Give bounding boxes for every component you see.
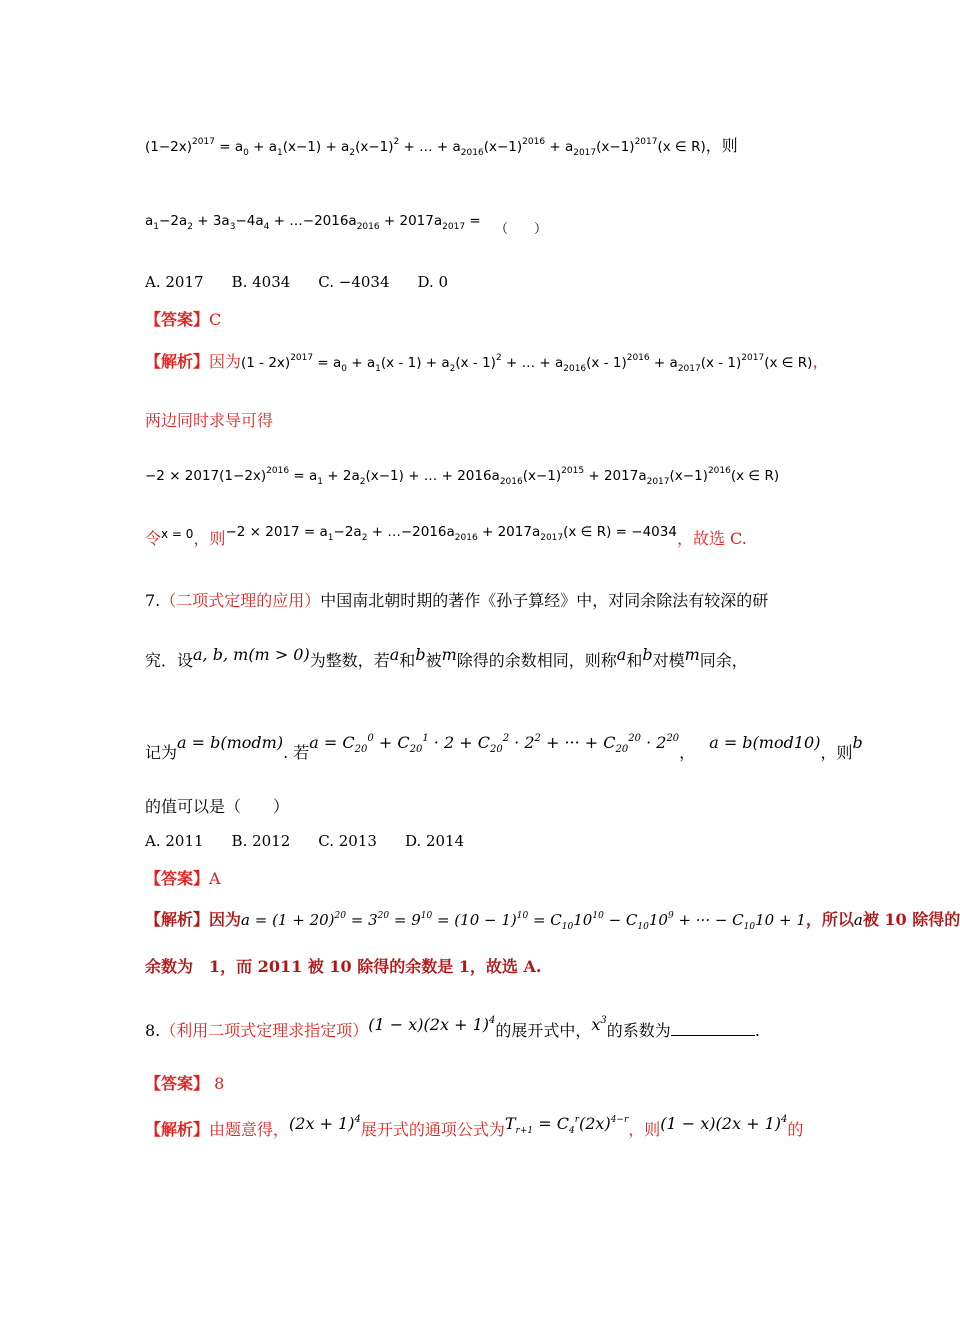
- option: B. 4034: [231, 273, 291, 291]
- q6-derivative-line: $-2 \times 2017(1-2x)^{2016} = a_1 + 2a_2(x-1)$ + … + $2016a_{2016}(x-1)^{2015} + 2017a_{2017}(x-1)^{2016}(x$ ∈ R): [145, 466, 780, 487]
- answer-blank: [671, 1023, 755, 1036]
- q7-options: [145, 831, 492, 850]
- option: A. 2017: [145, 273, 204, 291]
- option: C. −4034: [318, 273, 390, 291]
- q8-explanation: 【解析】由题意得，$(2x + 1)^4$展开式的通项公式为$T_{r+1} = C_4^r(2x)^{4-r}$，则$(1 - x)(2x + 1)^4$的: [145, 1114, 804, 1139]
- q6-sum-line: $a_1-2a_2 + 3a_3-4a_4$ + $\dots-2016a_{2016} + 2017a_{2017}$ = （ ）: [145, 213, 547, 237]
- option: A. 2011: [145, 832, 204, 850]
- q7-stem-line1: 7.（二项式定理的应用）中国南北朝时期的著作《孙子算经》中，对同余除法有较深的研: [145, 591, 769, 610]
- q7-answer: 【答案】A: [145, 869, 221, 888]
- q6-expansion-line: $(1-2x)^{2017} = a_0 + a_1(x-1) + a_2(x-1)^2$ + … + $a_{2016}(x-1)^{2016} + a_{2017}(x-1)^{2017}(x$ ∈ R)，则: [145, 136, 738, 158]
- q8-stem: 8.（利用二项式定理求指定项）$(1 - x)(2x + 1)^4$的展开式中，$x^3$的系数为 .: [145, 1015, 760, 1040]
- q6-explanation: 【解析】因为$(1 - 2x)^{2017} = a_0 + a_1(x - 1) + a_2(x - 1)^2$ + … + $a_{2016}(x - 1)^{2016} + a_{2017}(x - 1)^{2017}(x$ ∈ R)，: [145, 352, 829, 374]
- q7-stem-line2: 究．设a, b, m(m > 0)为整数，若a和b被m除得的余数相同，则称a和b对模m同余，: [145, 645, 748, 670]
- q7-stem-line4: 的值可以是（ ）: [145, 797, 290, 816]
- q6-derive-text: 两边同时求导可得: [145, 411, 274, 430]
- q7-explanation-line1: 【解析】因为$a = (1 + 20)^{20} = 3^{20} = 9^{10} = (10 - 1)^{10} = C_{10}10^{10} - C_{10}10^9$ + ··· − $C_{10}10 + 1$，所以a被 10 除得的: [145, 910, 960, 932]
- option: B. 2012: [231, 832, 291, 850]
- q6-answer: 【答案】C: [145, 310, 222, 329]
- q6-options: [145, 272, 476, 291]
- option: D. 2014: [404, 832, 465, 850]
- option: D. 0: [417, 273, 449, 291]
- q6-substitute-line: 令$^{x = 0}$，则$^{-2 \times 2017 = a_1-2a_2 + \dots-2016a_{2016} + 2017a_{2017}(x \in R) = -4034}$，故选 C.: [145, 524, 747, 548]
- q7-stem-line3: 记为a = b(modm). 若$a = C_{20}^0 + C_{20}^1 \cdot 2 + C_{20}^2 \cdot 2^2$ + ··· + $C_{20}^{20} \cdot 2^{20}$，a = b(mod10)，则b: [145, 733, 863, 762]
- q8-answer: 【答案】 8: [145, 1074, 225, 1093]
- q7-explanation-line2: 余数为 1，而 2011 被 10 除得的余数是 1，故选 A.: [145, 957, 542, 976]
- option: C. 2013: [318, 832, 377, 850]
